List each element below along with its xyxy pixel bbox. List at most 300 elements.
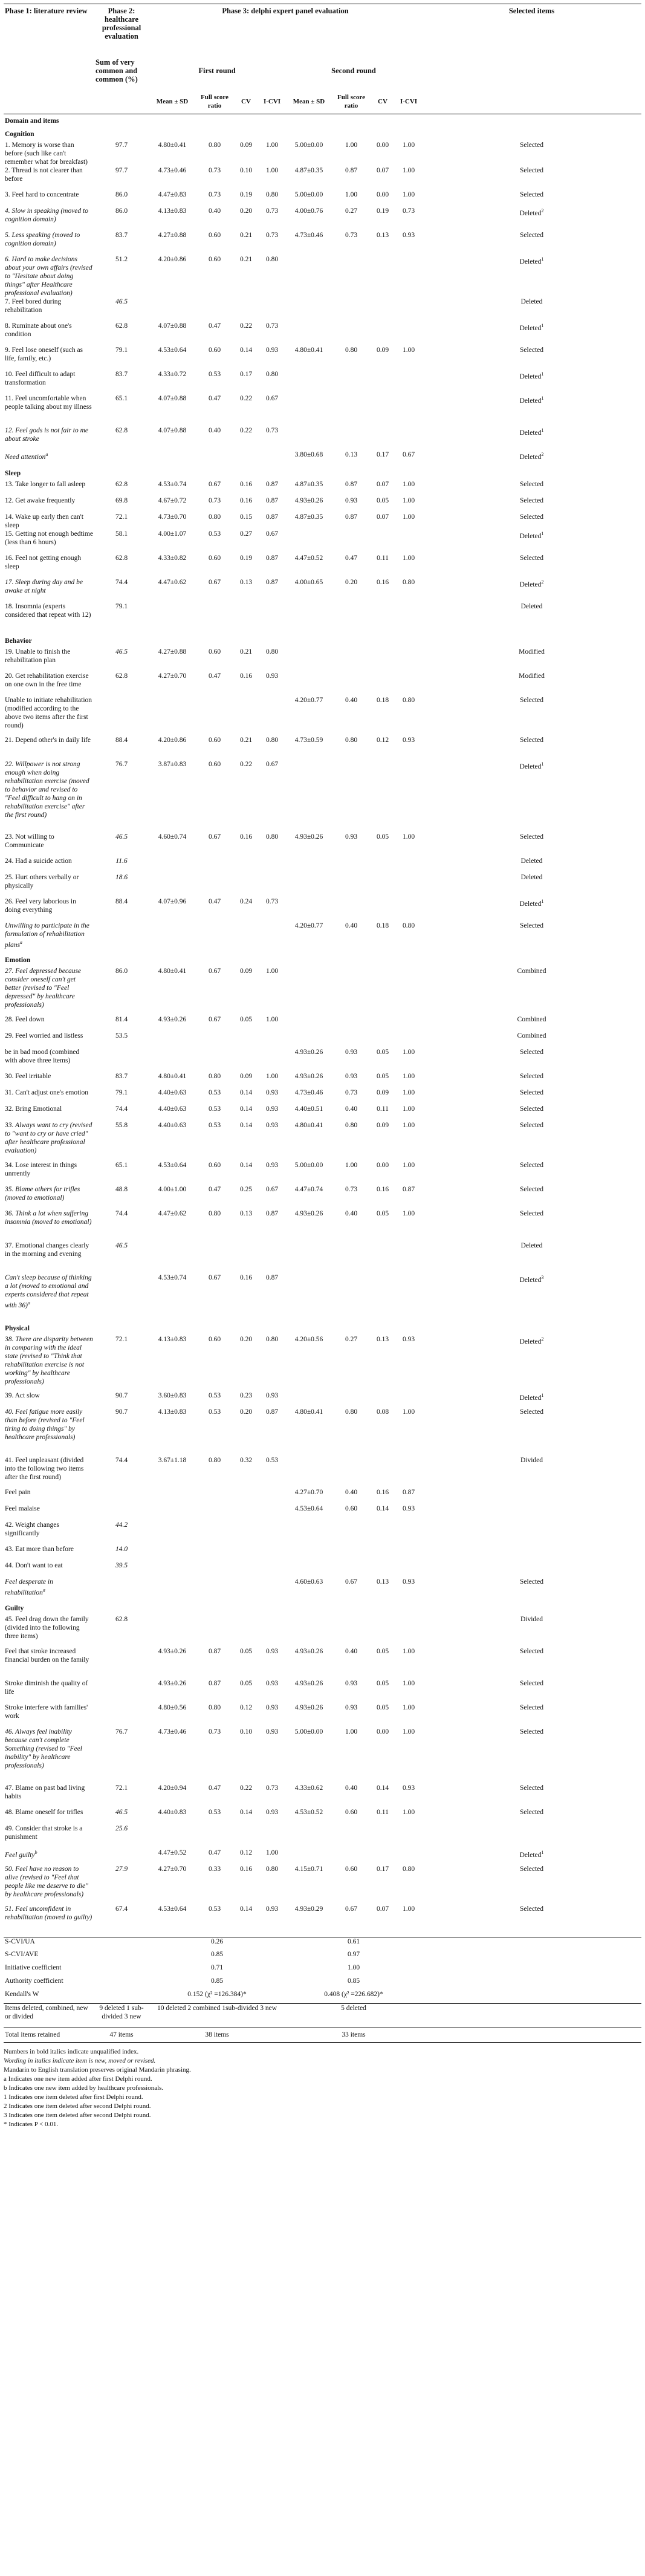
phase2-percent-value: 79.1: [115, 1089, 128, 1096]
r2-full-score: [332, 873, 370, 897]
phase2-percent-value: 74.4: [115, 1457, 128, 1464]
phase2-percent: [94, 1865, 149, 1905]
r1-cv-value: 0.19: [239, 191, 253, 198]
note: Wording in italics indicate item is new, moved or revised.: [4, 2057, 156, 2064]
phase2-percent: [94, 426, 149, 450]
r1-icvi: [259, 530, 285, 554]
r2-cv: [370, 696, 395, 736]
r2-mean-value: 4.33±0.62: [294, 1784, 323, 1792]
table-row: [4, 1032, 641, 1048]
phase2-percent: [94, 207, 149, 231]
phase2-percent: [94, 554, 149, 578]
r1-cv: [233, 672, 259, 696]
item-text: [4, 554, 94, 578]
r1-icvi: [259, 1408, 285, 1456]
phase2-percent: [94, 1488, 149, 1504]
r1-icvi-value: 0.80: [265, 1865, 279, 1873]
r2-icvi: [395, 833, 422, 857]
selection-status-value: Selected: [520, 1905, 543, 1913]
r2-full-score-value: 0.40: [345, 1210, 358, 1217]
r1-cv-value: 0.22: [239, 322, 253, 330]
phase2-percent-value: 97.7: [115, 141, 128, 149]
footnote-marker: 1: [541, 428, 544, 433]
selection-status: [422, 1824, 641, 1849]
r2-full-score: [332, 696, 370, 736]
selection-status-value: Selected: [520, 1809, 543, 1816]
r2-mean: [285, 1456, 332, 1488]
r1-mean-value: 3.67±1.18: [158, 1457, 187, 1464]
r2-mean: [285, 1647, 332, 1679]
r1-icvi-value: 0.73: [265, 1784, 279, 1792]
r2-icvi: [395, 1504, 422, 1521]
r2-full-score: [332, 1703, 370, 1728]
r2-icvi: [395, 346, 422, 370]
r2-icvi: [395, 1905, 422, 1937]
selection-status: [422, 602, 641, 634]
domain-heading: Cognition: [5, 131, 34, 138]
phase2-percent: [94, 1088, 149, 1105]
r1-full-score: [196, 873, 233, 897]
selection-status-value: Selected: [520, 737, 543, 744]
r1-full-score: [196, 1185, 233, 1209]
r1-full-score: [196, 530, 233, 554]
r1-icvi-value: 0.87: [265, 555, 279, 562]
r2-mean: [285, 1504, 332, 1521]
r2-icvi-value: 1.00: [402, 1648, 415, 1655]
r2-icvi-value: 0.80: [402, 922, 415, 929]
r2-cv-value: 0.05: [376, 1049, 389, 1056]
item-text: [4, 1728, 94, 1784]
r2-cv-value: 0.05: [376, 1648, 389, 1655]
r1-full-score: [196, 207, 233, 231]
summary-r1: 0.26: [149, 1937, 285, 1950]
r1-full-score: [196, 298, 233, 322]
item-text: [4, 1209, 94, 1241]
r2-mean-value: 4.00±0.65: [294, 579, 323, 586]
item-text: [4, 1088, 94, 1105]
phase2-percent-value: 74.4: [115, 1105, 128, 1113]
item-text: [4, 1105, 94, 1121]
table-row: [4, 190, 641, 207]
item-text: [4, 967, 94, 1015]
r1-mean-value: 4.20±0.94: [158, 1784, 187, 1792]
item-text: [4, 1521, 94, 1545]
phase2-percent: [94, 1209, 149, 1241]
r1-full-score: [196, 736, 233, 760]
item-text: [4, 1504, 94, 1521]
r2-full-score: [332, 1121, 370, 1161]
note: 2 Indicates one item deleted after second Delphi round.: [4, 2102, 151, 2110]
col-icvi-1: I-CVI: [259, 89, 285, 114]
r2-mean: [285, 1105, 332, 1121]
item-text-value: Feel malaise: [5, 1505, 40, 1512]
r2-mean-value: 4.93±0.26: [294, 1210, 323, 1217]
r2-cv-value: 0.05: [376, 833, 389, 841]
r1-full-score-value: 0.53: [208, 1089, 221, 1096]
summary-r2: 0.85: [347, 1977, 360, 1985]
table-row: [4, 922, 641, 954]
r1-cv-value: 0.20: [239, 207, 253, 215]
item-text-value: Stroke diminish the quality of life: [5, 1680, 88, 1696]
r2-cv-value: 0.18: [376, 922, 389, 929]
item-text: [4, 190, 94, 207]
summary-r1: 0.71: [210, 1964, 224, 1971]
selection-status-value: Modified: [519, 648, 545, 655]
r2-mean: [285, 1209, 332, 1241]
r2-icvi: [395, 1488, 422, 1504]
phase2-percent: [94, 322, 149, 346]
phase2-percent: [94, 190, 149, 207]
r1-full-score: [196, 1048, 233, 1072]
table-row: [4, 298, 641, 322]
r2-mean: [285, 833, 332, 857]
r2-icvi: [395, 1545, 422, 1561]
r1-mean: [149, 672, 196, 696]
r1-full-score: [196, 370, 233, 394]
r1-icvi: [259, 394, 285, 426]
phase2-percent: [94, 1521, 149, 1545]
summary-label: S-CVI/AVE: [5, 1951, 39, 1958]
item-text: [4, 1121, 94, 1161]
r1-cv: [233, 1121, 259, 1161]
r1-full-score-value: 0.80: [208, 141, 221, 149]
item-text-value: 9. Feel lose oneself (such as life, family, etc.): [5, 346, 83, 362]
r1-icvi: [259, 322, 285, 346]
phase2-percent-value: 81.4: [115, 1016, 128, 1023]
r2-icvi-value: 1.00: [402, 1089, 415, 1096]
table-row: [4, 1488, 641, 1504]
r2-icvi-value: 1.00: [402, 1210, 415, 1217]
r1-full-score: [196, 1209, 233, 1241]
r1-icvi-value: 0.80: [265, 1336, 279, 1343]
phase2-header: Phase 2: healthcare professional evaluation: [94, 4, 149, 53]
r1-icvi: [259, 1015, 285, 1032]
r1-cv-value: 0.16: [239, 497, 253, 504]
selection-status: [422, 1578, 641, 1602]
selection-status-value: Modified: [519, 672, 545, 680]
r2-full-score-value: 0.73: [345, 1089, 358, 1096]
r1-full-score-value: 0.60: [208, 232, 221, 239]
r2-mean: [285, 231, 332, 255]
r2-mean: [285, 1121, 332, 1161]
r1-mean-value: 4.07±0.88: [158, 395, 187, 402]
item-text: [4, 1072, 94, 1088]
r1-icvi-value: 1.00: [265, 968, 279, 975]
r2-icvi: [395, 760, 422, 833]
selection-status: [422, 833, 641, 857]
r2-full-score-value: 1.00: [345, 191, 358, 198]
r2-icvi-value: 1.00: [402, 555, 415, 562]
r2-icvi: [395, 1784, 422, 1808]
r2-icvi: [395, 648, 422, 672]
r1-full-score-value: 0.80: [208, 1210, 221, 1217]
item-text-value: 29. Feel worried and listless: [5, 1032, 83, 1039]
note: Mandarin to English translation preserves original Mandarin phrasing.: [4, 2066, 191, 2073]
r1-mean: [149, 1391, 196, 1408]
r2-icvi-value: 1.00: [402, 1105, 415, 1113]
r2-icvi: [395, 1273, 422, 1322]
selection-status-value: Combined: [517, 1032, 546, 1039]
r1-icvi-value: 0.87: [265, 513, 279, 521]
r2-cv: [370, 1408, 395, 1456]
selection-status: [422, 578, 641, 602]
r2-icvi: [395, 480, 422, 496]
r1-full-score: [196, 1521, 233, 1545]
r1-full-score-value: 0.47: [208, 672, 221, 680]
r1-icvi-value: 0.93: [265, 1122, 279, 1129]
r1-full-score-value: 0.80: [208, 1073, 221, 1080]
r1-full-score-value: 0.67: [208, 968, 221, 975]
r2-cv-value: 0.09: [376, 346, 389, 354]
r1-icvi-value: 0.87: [265, 1274, 279, 1281]
r1-full-score-value: 0.47: [208, 898, 221, 905]
summary-label: Initiative coefficient: [5, 1964, 62, 1971]
item-text: [4, 1824, 94, 1849]
r2-mean-value: 4.47±0.52: [294, 555, 323, 562]
r1-mean: [149, 696, 196, 736]
r2-icvi-value: 1.00: [402, 1073, 415, 1080]
r2-full-score: [332, 1504, 370, 1521]
phase2-percent-value: 90.7: [115, 1392, 128, 1399]
r1-mean-value: 4.73±0.70: [158, 513, 187, 521]
r1-cv-value: 0.12: [239, 1704, 253, 1711]
r2-icvi-value: 0.80: [402, 697, 415, 704]
r2-icvi: [395, 513, 422, 530]
r2-mean-value: 4.53±0.64: [294, 1505, 323, 1512]
r1-cv: [233, 857, 259, 873]
r2-cv-value: 0.14: [376, 1784, 389, 1792]
r2-icvi: [395, 231, 422, 255]
phase2-percent: [94, 1105, 149, 1121]
r1-icvi-value: 0.93: [265, 1648, 279, 1655]
table-row: [4, 1784, 641, 1808]
r1-mean: [149, 394, 196, 426]
r2-full-score-value: 0.40: [345, 1489, 358, 1496]
r1-mean: [149, 1824, 196, 1849]
r2-cv-value: 0.11: [377, 1809, 389, 1816]
r2-icvi: [395, 496, 422, 513]
table-row: [4, 1185, 641, 1209]
r2-icvi: [395, 530, 422, 554]
r1-mean-value: 4.47±0.62: [158, 579, 187, 586]
selection-status: [422, 760, 641, 833]
selection-status: [422, 1647, 641, 1679]
r1-icvi: [259, 298, 285, 322]
r2-cv-value: 0.00: [376, 191, 389, 198]
selection-status-value: Deleted: [519, 209, 542, 217]
phase2-percent-value: 86.0: [115, 191, 128, 198]
r1-mean-value: 4.40±0.63: [158, 1122, 187, 1129]
selection-status: [422, 1121, 641, 1161]
r1-cv: [233, 346, 259, 370]
r2-mean: [285, 346, 332, 370]
selection-status: [422, 1209, 641, 1241]
r1-icvi: [259, 141, 285, 166]
r1-full-score: [196, 1615, 233, 1647]
selection-status: [422, 922, 641, 954]
item-text-value: 18. Insomnia (experts considered that repeat with 12): [5, 603, 91, 619]
table-row: [4, 1088, 641, 1105]
selection-status-value: Selected: [520, 497, 543, 504]
selection-status: [422, 1241, 641, 1273]
r1-icvi-value: 0.73: [265, 427, 279, 434]
r1-mean: [149, 967, 196, 1015]
selection-status-value: Deleted: [520, 298, 543, 305]
item-text-value: 26. Feel very laborious in doing everything: [5, 898, 76, 914]
r1-mean: [149, 1161, 196, 1185]
r1-icvi: [259, 1521, 285, 1545]
r1-icvi-value: 1.00: [265, 141, 279, 149]
r2-mean: [285, 1578, 332, 1602]
item-text-value: 33. Always want to cry (revised to "want to cry or have cried" after healthcare professional evaluation): [5, 1122, 92, 1154]
table-row: [4, 530, 641, 554]
r2-mean-value: 4.15±0.71: [294, 1865, 323, 1873]
r1-icvi: [259, 1865, 285, 1905]
item-text-value: 38. There are disparity between in comparing with the ideal state (revised to "Think that rehabilitation exercise is not working" by healthcare professionals): [5, 1336, 93, 1385]
selection-status: [422, 1048, 641, 1072]
r2-mean: [285, 1391, 332, 1408]
selection-status: [422, 1808, 641, 1824]
r1-icvi: [259, 1578, 285, 1602]
item-text-value: Unable to initiate rehabilitation (modified according to the above two items after the first round): [5, 697, 92, 729]
r2-icvi-value: 0.73: [402, 207, 415, 215]
r1-cv: [233, 1185, 259, 1209]
r2-cv: [370, 1273, 395, 1322]
r1-cv: [233, 255, 259, 298]
r1-cv-value: 0.17: [239, 371, 253, 378]
r2-full-score: [332, 346, 370, 370]
phase2-percent: [94, 1161, 149, 1185]
r2-cv: [370, 922, 395, 954]
r2-mean-value: 4.20±0.56: [294, 1336, 323, 1343]
r2-full-score-value: 0.87: [345, 513, 358, 521]
r2-mean: [285, 394, 332, 426]
r1-icvi: [259, 833, 285, 857]
r1-mean: [149, 760, 196, 833]
r2-cv: [370, 1905, 395, 1937]
selection-status: [422, 1335, 641, 1391]
r1-cv: [233, 1615, 259, 1647]
selection-status: [422, 1273, 641, 1322]
r2-full-score: [332, 1456, 370, 1488]
domain-heading-row: [4, 467, 641, 480]
r2-cv: [370, 1161, 395, 1185]
item-text: [4, 1161, 94, 1185]
r1-mean: [149, 370, 196, 394]
r1-mean-value: 4.00±1.00: [158, 1186, 187, 1193]
r2-cv-value: 0.00: [376, 1162, 389, 1169]
r2-cv: [370, 1703, 395, 1728]
table-row: [4, 897, 641, 922]
r1-icvi-value: 0.80: [265, 256, 279, 263]
item-text: [4, 1185, 94, 1209]
r1-full-score-value: 0.53: [208, 1408, 221, 1416]
r1-mean-value: 3.87±0.83: [158, 761, 187, 768]
col-cv-2: CV: [370, 89, 395, 114]
r2-full-score: [332, 480, 370, 496]
r1-mean: [149, 1335, 196, 1391]
r2-icvi: [395, 897, 422, 922]
retained-label: Total items retained: [4, 2028, 94, 2042]
table-row: [4, 1703, 641, 1728]
r2-icvi-value: 0.93: [402, 1336, 415, 1343]
r2-full-score: [332, 1808, 370, 1824]
r1-mean-value: 4.20±0.86: [158, 256, 187, 263]
r2-icvi-value: 1.00: [402, 1728, 415, 1735]
r1-cv: [233, 1521, 259, 1545]
r1-icvi-value: 0.93: [265, 672, 279, 680]
r1-mean: [149, 922, 196, 954]
r1-full-score-value: 0.47: [208, 395, 221, 402]
r2-icvi: [395, 696, 422, 736]
item-text-value: 23. Not willing to Communicate: [5, 833, 54, 849]
footnote-marker: 2: [541, 1336, 544, 1342]
r2-mean: [285, 672, 332, 696]
r1-cv: [233, 1105, 259, 1121]
r2-full-score: [332, 897, 370, 922]
r1-mean: [149, 207, 196, 231]
item-text-value: 11. Feel uncomfortable when people talking about my illness: [5, 395, 92, 411]
r2-cv-value: 0.12: [376, 737, 389, 744]
item-text-value: 47. Blame on past bad living habits: [5, 1784, 85, 1800]
selection-status: [422, 648, 641, 672]
r2-mean-value: 4.80±0.41: [294, 1408, 323, 1416]
item-text-value: 43. Eat more than before: [5, 1546, 74, 1553]
r1-full-score: [196, 696, 233, 736]
r2-mean: [285, 1032, 332, 1048]
phase2-percent: [94, 578, 149, 602]
changes-row: [4, 2003, 641, 2028]
r1-mean: [149, 1456, 196, 1488]
r1-full-score-value: 0.87: [208, 1648, 221, 1655]
phase2-percent-value: 46.5: [115, 833, 128, 841]
selection-status-value: Selected: [520, 1210, 543, 1217]
r1-cv: [233, 530, 259, 554]
selection-status-value: Combined: [517, 968, 546, 975]
footnote-marker: 3: [541, 1275, 544, 1280]
r2-cv: [370, 141, 395, 166]
r1-icvi: [259, 1391, 285, 1408]
selection-status: [422, 1615, 641, 1647]
item-text: [4, 530, 94, 554]
domain-heading: Guilty: [5, 1605, 24, 1612]
footnote-marker: a: [28, 1300, 31, 1306]
r2-full-score: [332, 1578, 370, 1602]
r1-mean: [149, 1408, 196, 1456]
phase2-percent: [94, 1561, 149, 1578]
phase2-percent: [94, 1679, 149, 1703]
table-row: [4, 1647, 641, 1679]
r1-icvi: [259, 1849, 285, 1865]
r2-cv: [370, 166, 395, 190]
selection-status: [422, 736, 641, 760]
item-text: [4, 1488, 94, 1504]
r1-cv: [233, 648, 259, 672]
selection-status-value: Selected: [520, 697, 543, 704]
table-row: [4, 1273, 641, 1322]
r2-mean-value: 4.93±0.26: [294, 1073, 323, 1080]
r1-cv-value: 0.14: [239, 1122, 253, 1129]
phase2-percent: [94, 1808, 149, 1824]
r1-mean-value: 4.27±0.70: [158, 672, 187, 680]
phase2-percent-value: 76.7: [115, 1728, 128, 1735]
selection-status-value: Selected: [520, 167, 543, 174]
table-row: [4, 346, 641, 370]
selection-status-value: Selected: [520, 141, 543, 149]
phase2-percent-value: 88.4: [115, 737, 128, 744]
r1-full-score: [196, 602, 233, 634]
r2-icvi: [395, 141, 422, 166]
